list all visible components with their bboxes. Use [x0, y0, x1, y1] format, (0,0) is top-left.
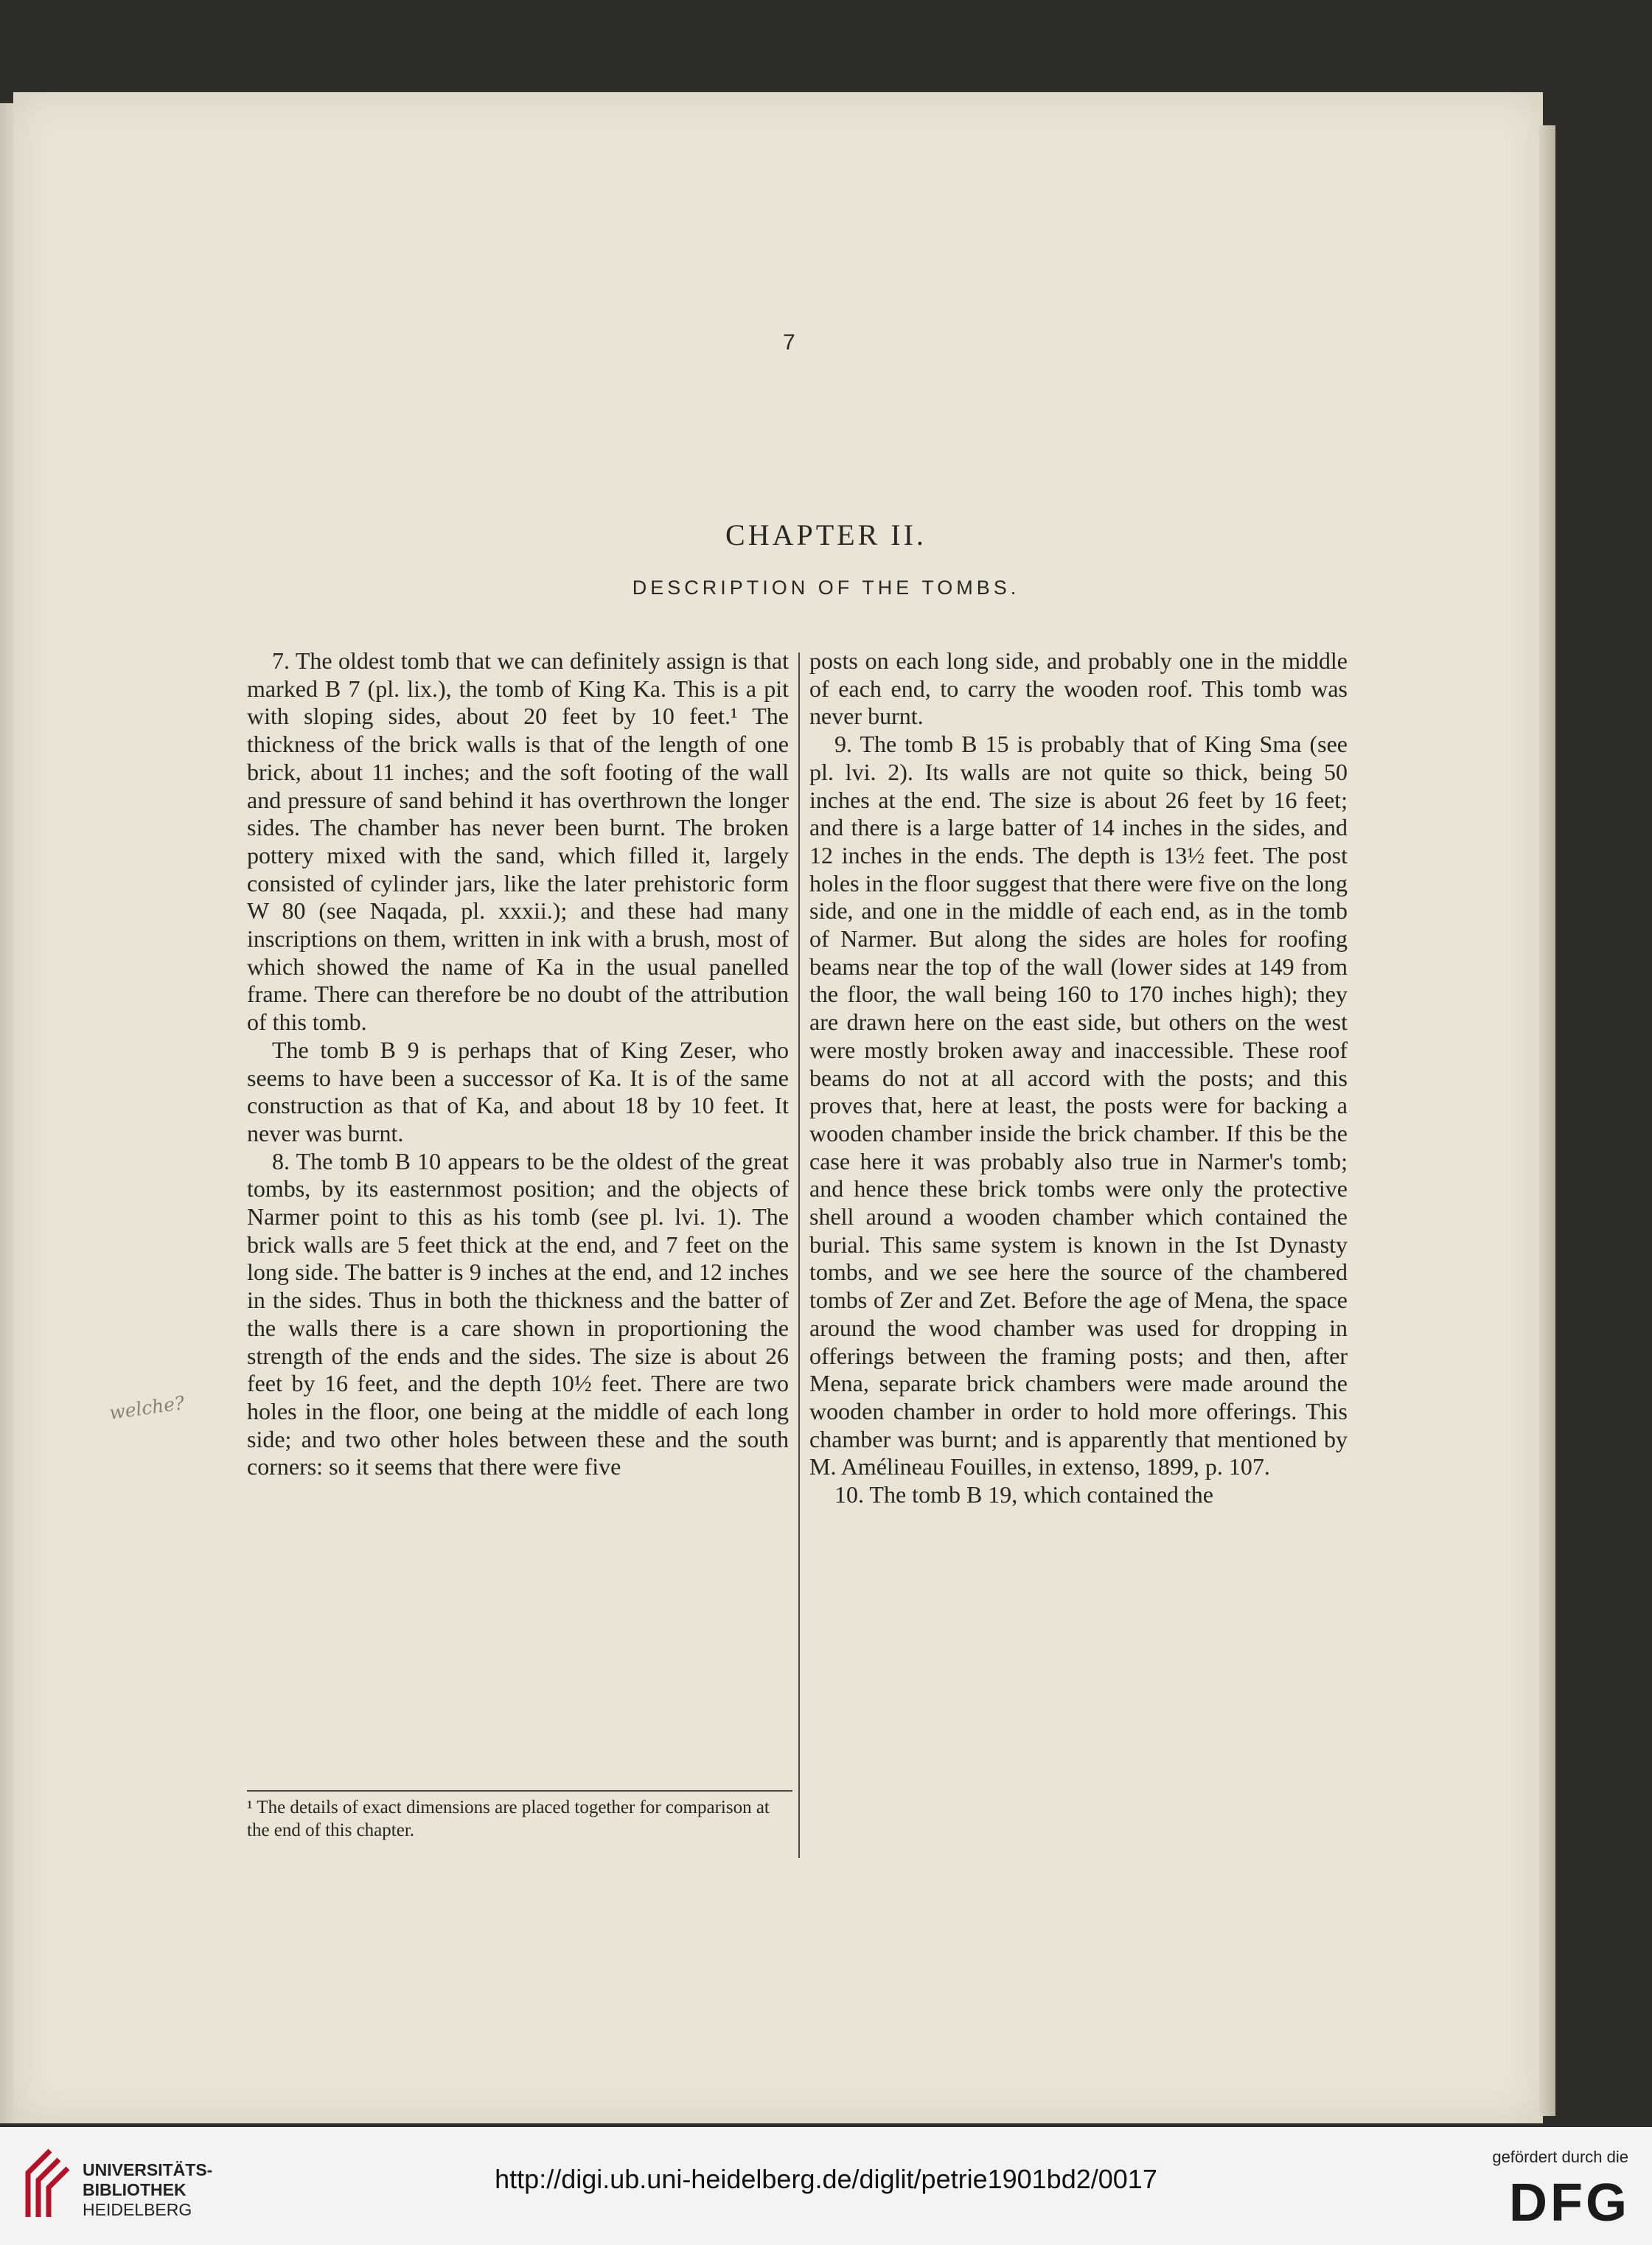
column-divider — [798, 652, 800, 1858]
page-number: 7 — [783, 330, 795, 355]
library-name-line3: HEIDELBERG — [83, 2200, 192, 2219]
footnote-rule — [247, 1790, 792, 1792]
margin-annotation: welche? — [108, 1392, 187, 1424]
footnote: ¹ The details of exact dimensions are placed together for comparison at the end of this chapter. — [247, 1797, 770, 1840]
paragraph-10: 10. The tomb B 19, which contained the — [834, 1481, 1213, 1508]
library-name-line1: UNIVERSITÄTS- — [83, 2160, 213, 2179]
page-stack-edge — [1539, 125, 1555, 2116]
chapter-title: CHAPTER II. — [725, 518, 927, 551]
library-name-line2: BIBLIOTHEK — [83, 2180, 187, 2199]
paragraph-9: 9. The tomb B 15 is probably that of King Sma (see pl. lvi. 2). Its walls are not quite so thick, being 50 inches at the end. The size is about 26 feet by 16 feet; and there is a large batter of 14 inches in the sides, and 12 inches in the ends. The depth is 13½ feet. The post holes in the floor suggest that there were five on the long side, and one in the middle of each end, as in the tomb of Narmer. But along the sides are holes for roofing beams near the top of the wall (lower sides at 149 from the floor, the wall being 160 to 170 inches high); they are drawn here on the east side, but others on the west were mostly broken away and inaccessible. These roof beams do not at all accord with the posts; and this proves that, here at least, the posts were for backing a wooden chamber inside the brick chamber. If this be the case here it was probably also true in Narmer's tomb; and hence these brick tombs were only the protective shell around a wooden chamber which contained the burial. This same system is known in the Ist Dynasty tombs, and we see here the source of the chambered tombs of Zer and Zet. Before the age of Mena, the space around the wood chamber was used for dropping in offerings between the framing posts; and then, after Mena, separate brick chambers were made around the wooden chamber in order to hold more offerings. This chamber was burnt; and is apparently that mentioned by M. Amélineau Fouilles, in extenso, 1899, p. 107. — [809, 731, 1348, 1480]
dfg-logo[interactable]: DFG — [1509, 2173, 1630, 2232]
left-column — [247, 647, 789, 1481]
paragraph-7: 7. The oldest tomb that we can definitely assign is that marked B 7 (pl. lix.), the tomb of King Ka. This is a pit with sloping sides, about 20 feet by 10 feet.¹ The thickness of the brick walls is that of the length of one brick, about 11 inches; and the soft footing of the wall and pressure of sand behind it has overthrown the longer sides. The chamber has never been burnt. The broken pottery mixed with the sand, which filled it, largely consisted of cylinder jars, like the later prehistoric form W 80 (see Naqada, pl. xxxii.); and these had many inscriptions on them, written in ink with a brush, most of which showed the name of Ka in the usual panelled frame. There can therefore be no doubt of the attribution of this tomb. — [247, 647, 789, 1036]
permalink-url[interactable]: http://digi.ub.uni-heidelberg.de/diglit/petrie1901bd2/0017 — [495, 2164, 1157, 2194]
paragraph-tomb-b9: The tomb B 9 is perhaps that of King Zeser, who seems to have been a successor of Ka. It is of the same construction as that of Ka, and about 18 by 10 feet. It never was burnt. — [247, 1036, 789, 1146]
funded-by-label: gefördert durch die — [1492, 2148, 1628, 2166]
paragraph-8-continued: posts on each long side, and probably one in the middle of each end, to carry the wooden roof. This tomb was never burnt. — [809, 647, 1348, 730]
footer-bar — [0, 2127, 1652, 2245]
paragraph-8: 8. The tomb B 10 appears to be the oldest of the great tombs, by its easternmost position; and the objects of Narmer point to this as his tomb (see pl. lvi. 1). The brick walls are 5 feet thick at the end, and 7 feet on the long side. The batter is 9 inches at the end, and 12 inches in the sides. Thus in both the thickness and the batter of the walls there is a care shown in proportioning the strength of the ends and the sides. The size is about 26 feet by 16 feet, and the depth 10½ feet. There are two holes in the floor, one being at the middle of each long side; and two other holes between these and the south corners: so it seems that there were five — [247, 1147, 789, 1480]
section-title: DESCRIPTION OF THE TOMBS. — [632, 577, 1020, 599]
right-column — [809, 647, 1348, 1509]
